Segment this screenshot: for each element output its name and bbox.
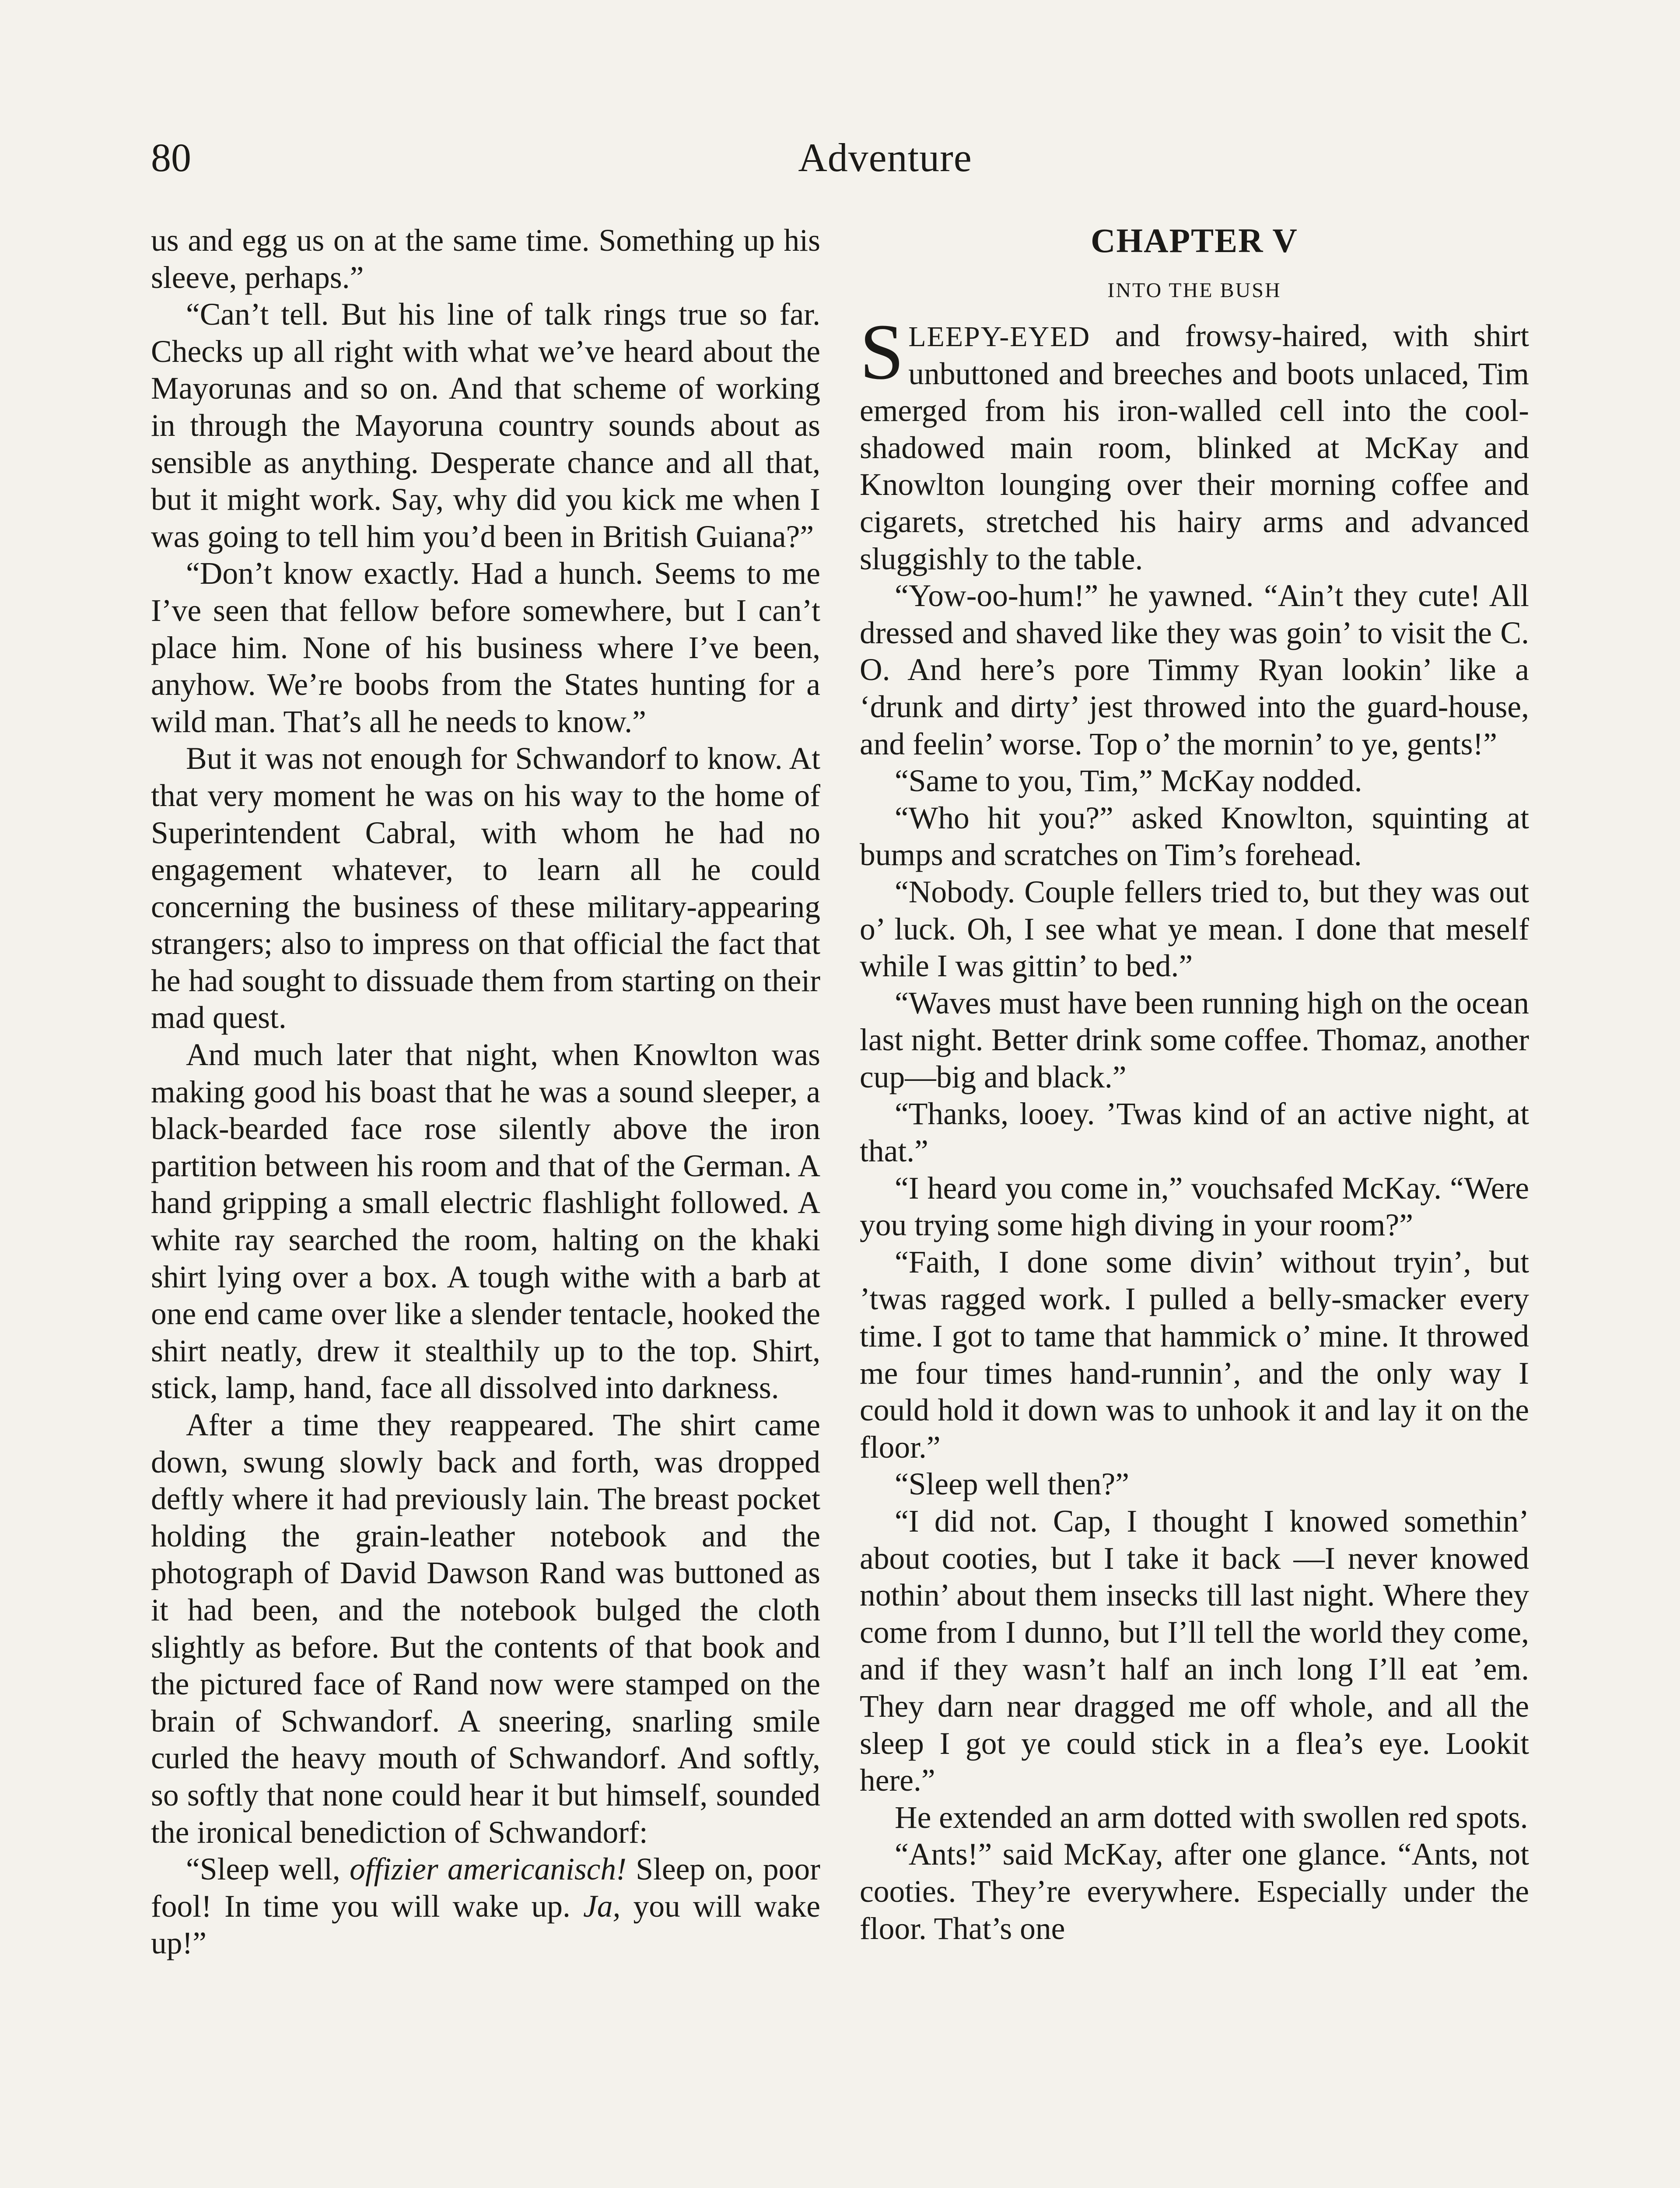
chapter-subtitle: INTO THE BUSH (1107, 279, 1281, 302)
paragraph: “Don’t know exactly. Had a hunch. Seems to me I’ve seen that fellow before somewhere, but I can’t place him. None of his business where I’ve been, anyhow. We’re boobs from the States hunting for a wild man. That’s all he needs to know.” (151, 556, 820, 739)
paragraph: After a time they reappeared. The shirt came down, swung slowly back and forth, was dropped deftly where it had previously lain. The breast pocket holding the grain-leather notebook and the photograph of David Dawson Rand was buttoned as it had been, and the notebook bulged the cloth slightly as before. But the contents of that book and the pictured face of Rand now were stamped on the brain of Schwandorf. A sneering, snarling smile curled the heavy mouth of Schwandorf. And softly, so softly that none could hear it but himself, sounded the ironical benediction of Schwandorf: (151, 1408, 820, 1850)
page-header (151, 127, 1529, 188)
opening-small-caps: LEEPY-EYED (908, 321, 1091, 353)
paragraph: And much later that night, when Knowlton was making good his boast that he was a sound sleeper, a black-bearded face rose silently above the iron partition between his room and that of the German. A hand gripping a small electric flashlight followed. A white ray searched the room, halting on the khaki shirt lying over a box. A tough withe with a barb at one end came over like a slender tentacle, hooked the shirt neatly, drew it stealthily up to the top. Shirt, stick, lamp, hand, face all dissolved into darkness. (151, 1038, 820, 1406)
closing-italic-text: offizier americanisch! (350, 1852, 626, 1887)
closing-text: you will wake up!” (151, 1889, 820, 1961)
paragraph: “Waves must have been running high on the ocean last night. Better drink some coffee. Thomaz, another cup—big and black.” (860, 985, 1529, 1094)
closing-paragraph (151, 1851, 820, 1962)
page-number: 80 (151, 135, 191, 180)
opening-text: and frowsy-haired, with shirt unbuttoned and breeches and boots unlaced, Tim emerged from his iron-walled cell into the cool-shadowed main room, blinked at McKay and Knowlton lounging over their morning coffee and cigarets, stretched his hairy arms and advanced sluggishly to the table. (860, 319, 1529, 576)
paragraph: But it was not enough for Schwandorf to know. At that very moment he was on his way to the home of Superintendent Cabral, with whom he had no engagement whatever, to learn all he could concerning the business of these military-appearing strangers; also to impress on that official the fact that he had sought to dissuade them from starting on their mad quest. (151, 741, 820, 1035)
paragraph: us and egg us on at the same time. Something up his sleeve, perhaps.” (151, 223, 820, 295)
closing-italic-text: Ja, (583, 1889, 621, 1924)
closing-text: “Sleep well, (186, 1852, 350, 1887)
paragraph: “Same to you, Tim,” McKay nodded. (895, 764, 1362, 799)
paragraph: “I heard you come in,” vouchsafed McKay. “Were you trying some high diving in your room?” (860, 1171, 1529, 1243)
magazine-title: Adventure (798, 135, 972, 180)
paragraph: “Yow-oo-hum!” he yawned. “Ain’t they cute! All dressed and shaved like they was goin’ to visit the C. O. And here’s pore Timmy Ryan lookin’ like a ‘drunk and dirty’ jest throwed into the guard-house, and feelin’ worse. Top o’ the mornin’ to ye, gents!” (860, 579, 1529, 761)
drop-cap: S (860, 308, 904, 396)
paragraph: “Ants!” said McKay, after one glance. “Ants, not cooties. They’re everywhere. Especially under the floor. That’s one (860, 1837, 1529, 1946)
closing-text: Sleep on, poor fool! In time you will wake up. (151, 1852, 820, 1924)
right-column (860, 222, 1529, 1947)
paragraph: “Can’t tell. But his line of talk rings true so far. Checks up all right with what we’ve heard about the Mayorunas and so on. And that scheme of working in through the Mayoruna country sounds about as sensible as anything. Desperate chance and all that, but it might work. Say, why did you kick me when I was going to tell him you’d been in British Guiana?” (151, 297, 820, 554)
paragraph: “Who hit you?” asked Knowlton, squinting at bumps and scratches on Tim’s forehead. (860, 800, 1529, 873)
paragraph: “Nobody. Couple fellers tried to, but they was out o’ luck. Oh, I see what ye mean. I done that meself while I was gittin’ to bed.” (860, 874, 1529, 984)
paragraph: “I did not. Cap, I thought I knowed somethin’ about cooties, but I take it back —I never knowed nothin’ about them insecks till last night. Where they come from I dunno, but I’ll tell the world they come, and if they wasn’t half an inch long I’ll eat ’em. They darn near dragged me off whole, and all the sleep I got ye could stick in a flea’s eye. Lookit here.” (860, 1504, 1529, 1798)
paragraph: “Sleep well then?” (895, 1467, 1130, 1502)
paragraph: “Faith, I done some divin’ without tryin’, but ’twas ragged work. I pulled a belly-smacker every time. I got to tame that hammick o’ mine. It throwed me four times hand-runnin’, and the only way I could hold it down was to unhook it and lay it on the floor.” (860, 1245, 1529, 1465)
paragraph: He extended an arm dotted with swollen red spots. (895, 1800, 1528, 1835)
chapter-title: CHAPTER V (1091, 221, 1298, 259)
paragraph: “Thanks, looey. ’Twas kind of an active night, at that.” (860, 1097, 1529, 1169)
opening-paragraph (860, 308, 1529, 578)
left-column (151, 222, 820, 1962)
